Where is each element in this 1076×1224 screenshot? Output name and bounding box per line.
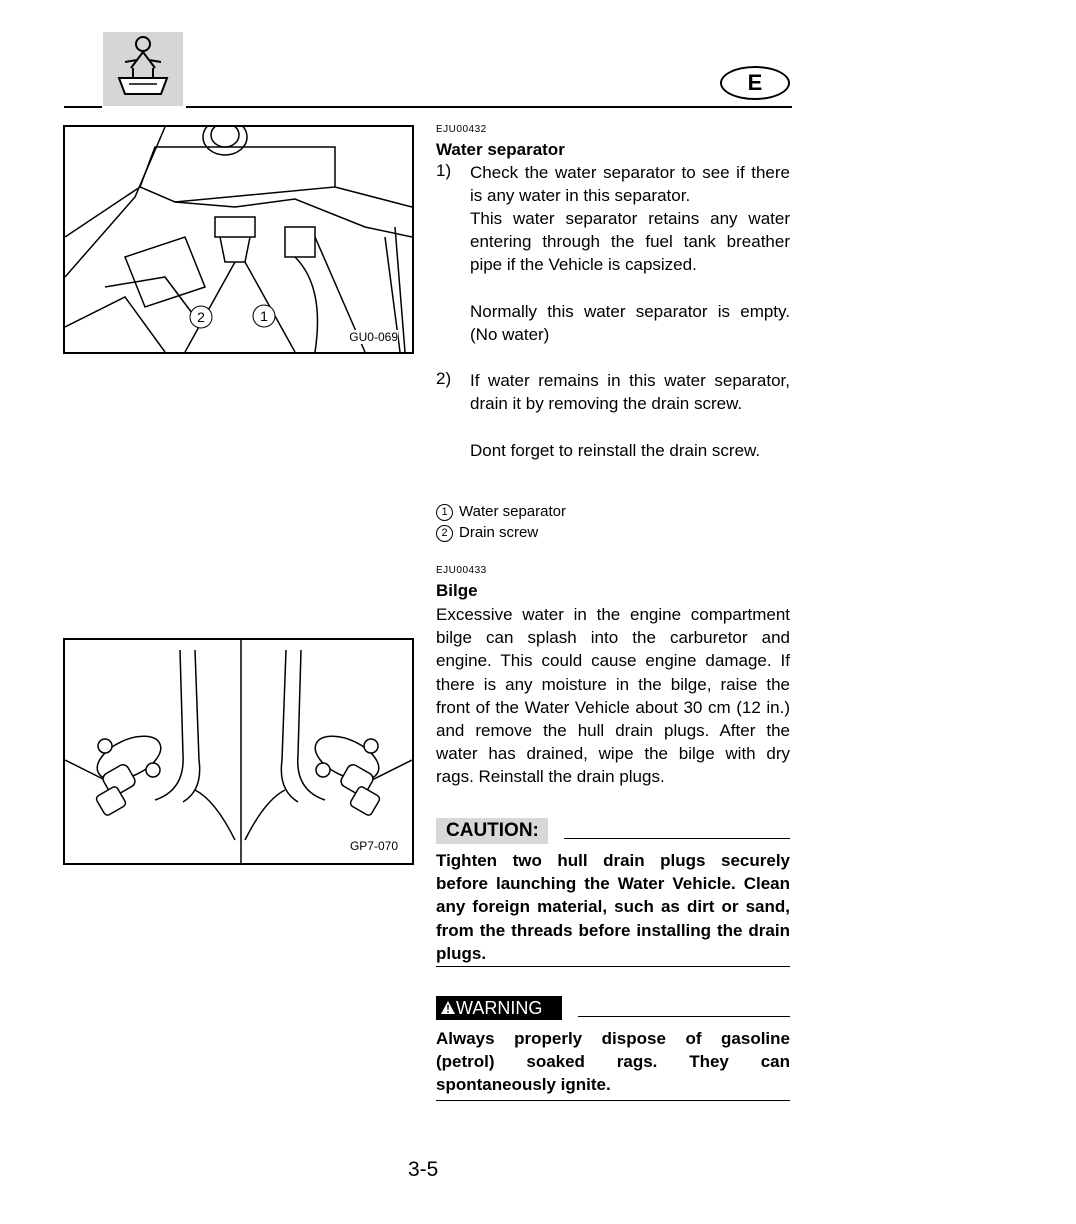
legend-item [436,503,566,521]
figure-drain-plugs [63,638,414,865]
step-2-note: Dont forget to reinstall the drain screw. [470,441,761,460]
step-number: 2) [436,369,452,388]
header-rule-right [186,106,792,108]
section-heading: Water separator [436,140,565,159]
header-logo [103,32,183,106]
drain-plugs-illustration [65,640,412,863]
bilge-body: Excessive water in the engine compartment bilge can splash into the carburetor and engine. This could cause engine damage. If there is any moisture in the bilge, raise the front of the Water Vehicle about 30 cm (12 in.) and remove the hull drain plugs. After the water has drained, wipe the bilge with dry rags. Reinstall the drain plugs. [436,605,790,787]
figure-label: GP7-070 [349,839,398,853]
step-number: 1) [436,161,452,180]
section-code: EJU00432 [436,124,487,135]
section-code: EJU00433 [436,565,487,576]
warning-label-text: WARNING [456,998,543,1018]
warning-rule [578,1016,790,1017]
legend-number: 1 [436,504,453,521]
warning-text: Always properly dispose of gasoline (petrol) soaked rags. They can spontaneously ignite. [436,1029,790,1095]
warning-end-rule [436,1100,790,1101]
language-badge: E [720,66,790,100]
warning-label [436,996,562,1020]
section-heading: Bilge [436,581,478,600]
page-number: 3-5 [408,1158,439,1181]
caution-text: Tighten two hull drain plugs securely before launching the Water Vehicle. Clean any foreign material, such as dirt or sand, from the threads before installing the drain plugs. [436,851,790,963]
legend-item [436,524,538,542]
header-rule-left [64,106,102,108]
personal-watercraft-rider-icon [103,32,183,106]
callout-1: 1 [260,308,268,324]
legend-text: Water separator [459,503,566,520]
water-separator-illustration [65,127,412,352]
figure-water-separator [63,125,414,354]
step-2-text: If water remains in this water separator, drain it by removing the drain screw. [470,371,790,414]
legend-number: 2 [436,525,453,542]
figure-label: GU0-069 [346,330,398,344]
legend-text: Drain screw [459,524,539,541]
caution-rule [564,838,790,839]
step-1-note: This water separator retains any water entering through the fuel tank breather pipe if the Vehicle is capsized. [470,209,790,275]
callout-2: 2 [197,309,205,325]
step-1-text: Check the water separator to see if there is any water in this separator. [470,163,790,206]
step-1-note-2: Normally this water separator is empty. (No water) [470,302,790,345]
caution-end-rule [436,966,790,967]
caution-label: CAUTION: [436,818,548,844]
warning-triangle-icon [440,1000,456,1015]
